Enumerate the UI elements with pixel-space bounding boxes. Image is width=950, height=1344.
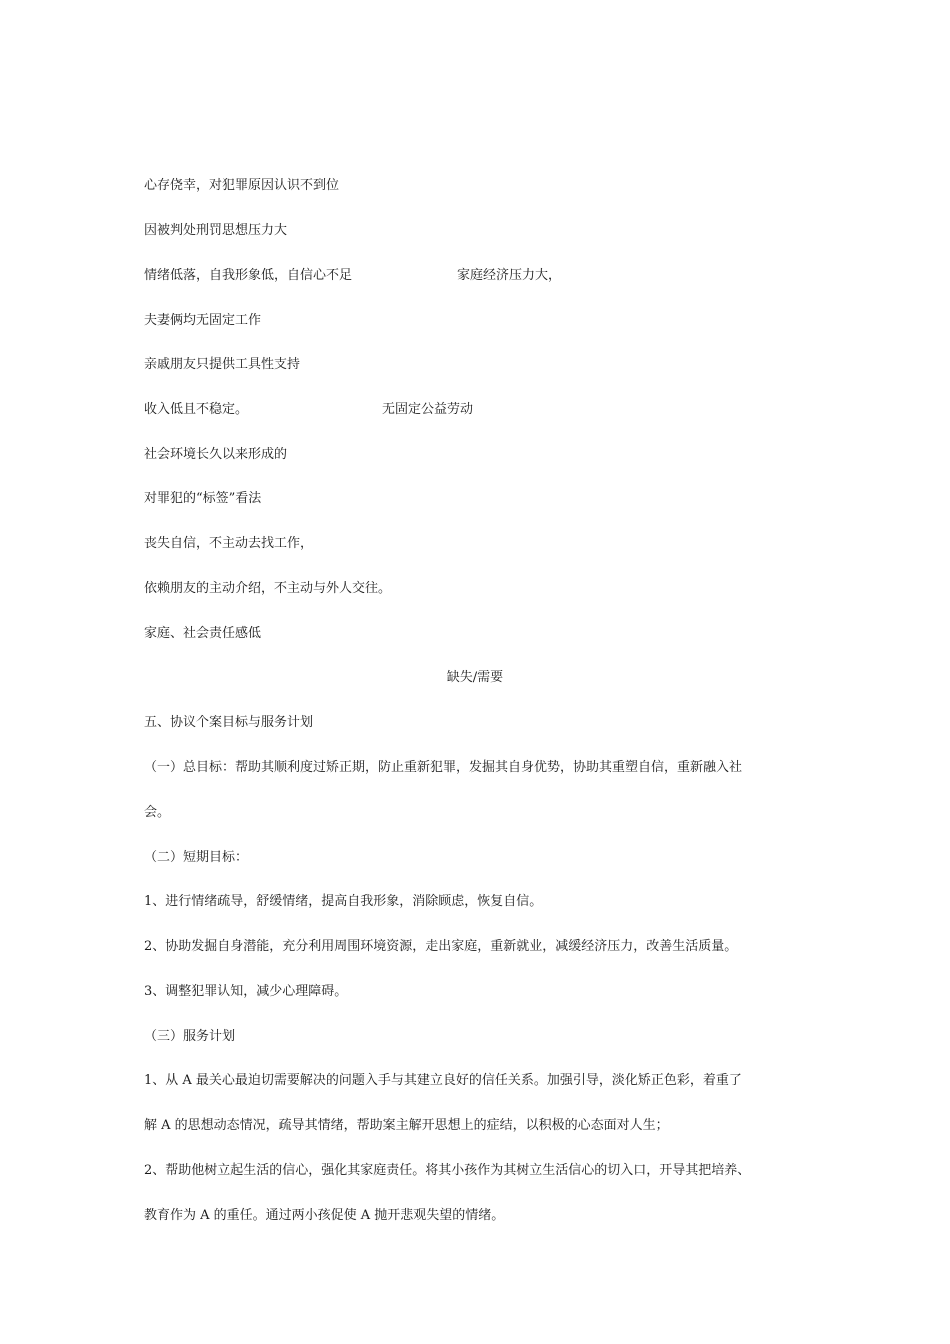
analysis-line-1: 心存侥幸，对犯罪原因认识不到位	[144, 178, 340, 193]
service-plan-heading: （三）服务计划	[144, 1029, 236, 1044]
overall-goal-line-1: （一）总目标：帮助其顺利度过矫正期，防止重新犯罪，发掘其自身优势，协助其重塑自信，重新融入社	[144, 760, 743, 775]
analysis-line-3a: 情绪低落，自我形象低，自信心不足	[144, 268, 353, 283]
plan-2-line-1: 2、帮助他树立起生活的信心，强化其家庭责任。将其小孩作为其树立生活信心的切入口，开导其把培养、	[144, 1163, 751, 1178]
overall-goal-line-2: 会。	[144, 805, 171, 820]
analysis-line-6a: 收入低且不稳定。	[144, 402, 249, 417]
analysis-line-9: 丧失自信，不主动去找工作，	[144, 536, 314, 551]
analysis-line-6b: 无固定公益劳动	[382, 402, 474, 417]
analysis-line-8: 对罪犯的“标签”看法	[144, 491, 262, 506]
plan-1-line-2: 解 A 的思想动态情况，疏导其情绪，帮助案主解开思想上的症结，以积极的心态面对人生；	[144, 1118, 669, 1133]
short-goal-2: 2、协助发掘自身潜能，充分利用周围环境资源，走出家庭，重新就业，减缓经济压力，改善生活质量。	[144, 939, 738, 954]
analysis-line-4: 夫妻俩均无固定工作	[144, 313, 262, 328]
analysis-line-11: 家庭、社会责任感低	[144, 626, 262, 641]
short-goal-1: 1、进行情绪疏导，舒缓情绪，提高自我形象，消除顾虑，恢复自信。	[144, 894, 543, 909]
deficit-need-label: 缺失/需要	[446, 670, 504, 685]
analysis-line-5: 亲戚朋友只提供工具性支持	[144, 357, 301, 372]
analysis-line-2: 因被判处刑罚思想压力大	[144, 223, 288, 238]
plan-2-line-2: 教育作为 A 的重任。通过两小孩促使 A 抛开悲观失望的情绪。	[144, 1208, 505, 1223]
short-goal-heading: （二）短期目标：	[144, 850, 249, 865]
section-heading: 五、协议个案目标与服务计划	[144, 715, 314, 730]
analysis-line-10: 依赖朋友的主动介绍，不主动与外人交往。	[144, 581, 392, 596]
short-goal-3: 3、调整犯罪认知，减少心理障碍。	[144, 984, 348, 999]
plan-1-line-1: 1、从 A 最关心最迫切需要解决的问题入手与其建立良好的信任关系。加强引导，淡化矫正色彩，着重了	[144, 1073, 742, 1088]
analysis-line-7: 社会环境长久以来形成的	[144, 447, 288, 462]
analysis-line-3b: 家庭经济压力大，	[457, 268, 562, 283]
